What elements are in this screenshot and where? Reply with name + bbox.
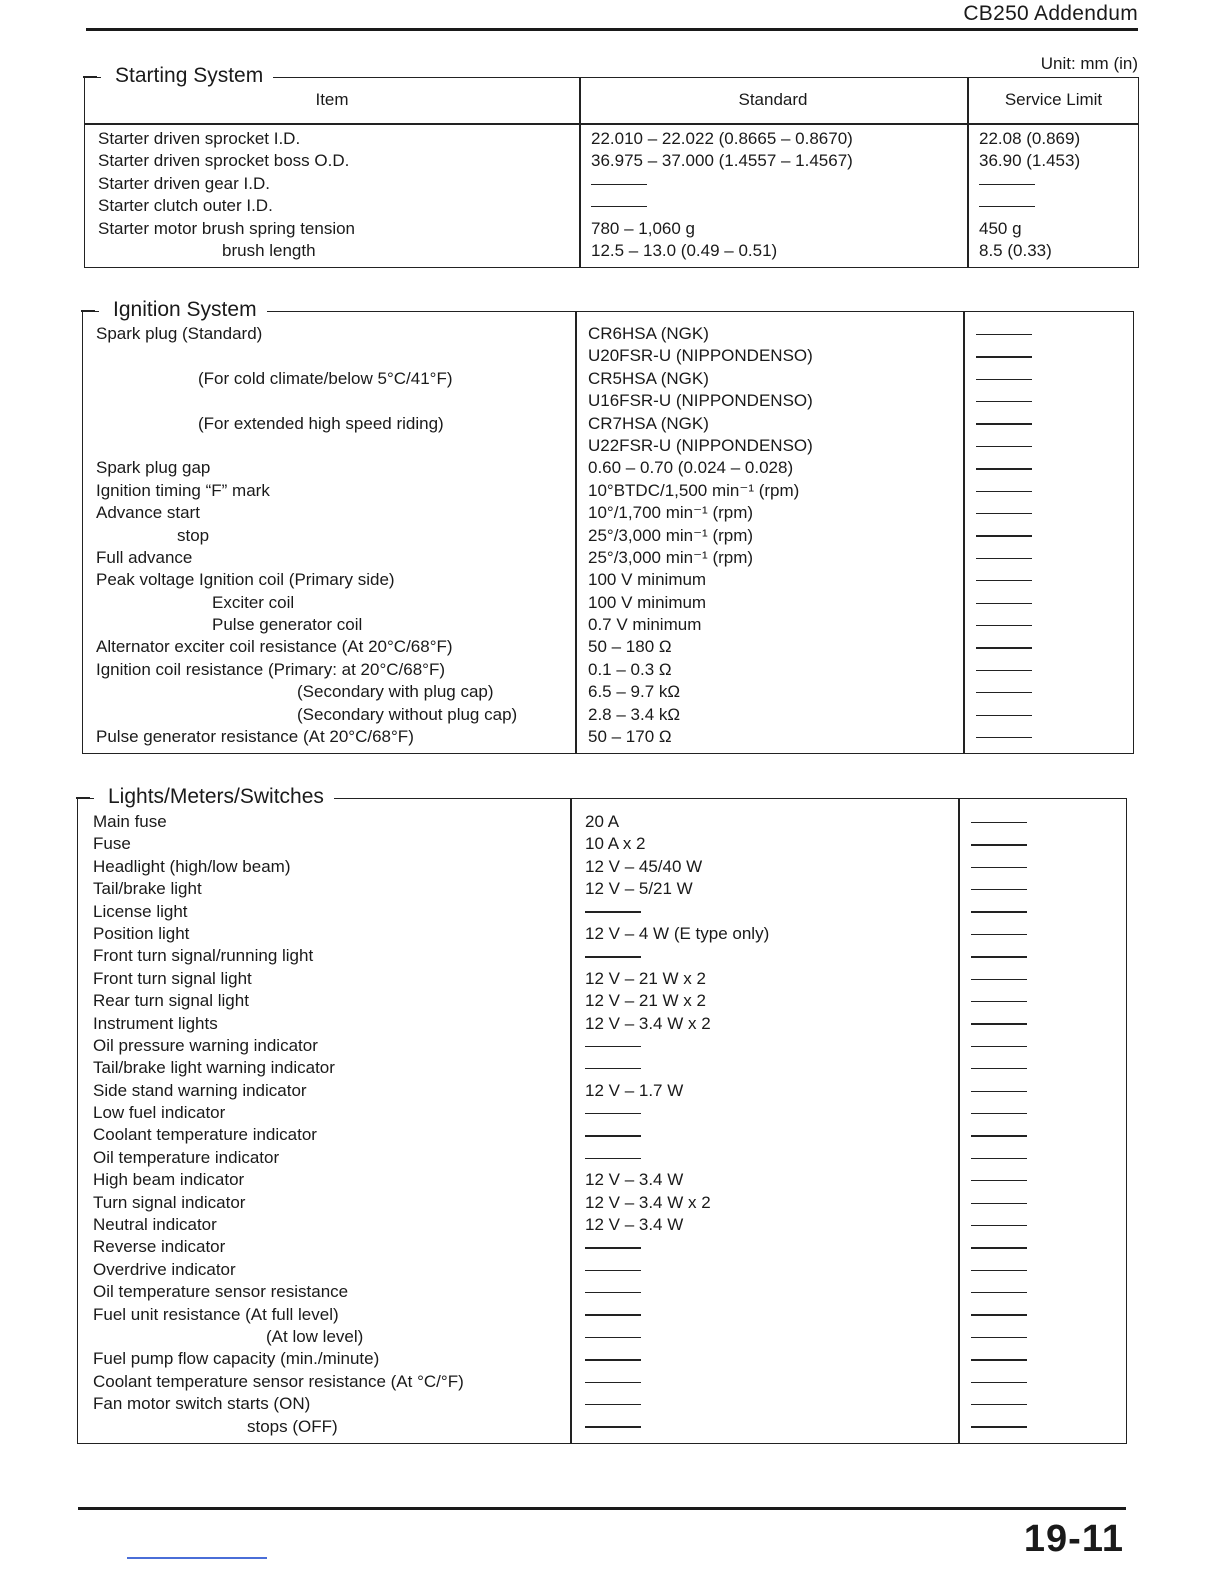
table-row bbox=[78, 1124, 1126, 1146]
table-row bbox=[78, 1169, 1126, 1191]
item-label: Starter motor brush spring tension bbox=[98, 218, 356, 238]
dash-mark bbox=[585, 1382, 641, 1383]
service-limit-empty-dash bbox=[976, 681, 1032, 703]
service-limit-empty-dash bbox=[971, 833, 1027, 855]
standard-empty-dash bbox=[585, 945, 641, 967]
table-row bbox=[83, 726, 1133, 748]
dash-mark bbox=[971, 1091, 1027, 1092]
item-label: stops (OFF) bbox=[247, 1416, 338, 1436]
item-label: Pulse generator resistance (At 20°C/68°F) bbox=[96, 727, 414, 747]
item-label: Starter driven gear I.D. bbox=[98, 173, 270, 193]
item-label: Oil temperature sensor resistance bbox=[93, 1282, 349, 1302]
table-row bbox=[78, 1013, 1126, 1035]
service-limit-empty-dash bbox=[971, 1348, 1027, 1370]
item-label: Peak voltage Ignition coil (Primary side) bbox=[96, 570, 395, 590]
table-row bbox=[78, 811, 1126, 833]
dash-mark bbox=[971, 867, 1027, 868]
standard-empty-dash bbox=[585, 1035, 641, 1057]
table-row bbox=[78, 1393, 1126, 1415]
service-limit-empty-dash bbox=[971, 1013, 1027, 1035]
table-row bbox=[83, 390, 1133, 412]
standard-value: U16FSR-U (NIPPONDENSO) bbox=[588, 391, 813, 411]
service-limit-empty-dash bbox=[971, 1371, 1027, 1393]
dash-mark bbox=[971, 1270, 1027, 1271]
service-limit-empty-dash bbox=[976, 592, 1032, 614]
service-limit-empty-dash bbox=[976, 323, 1032, 345]
standard-value: 0.60 – 0.70 (0.024 – 0.028) bbox=[588, 458, 794, 478]
dash-mark bbox=[585, 956, 641, 957]
standard-value: 10°BTDC/1,500 min⁻¹ (rpm) bbox=[588, 480, 800, 500]
dash-mark bbox=[971, 1292, 1027, 1293]
service-limit-empty-dash bbox=[971, 1259, 1027, 1281]
service-limit-empty-dash bbox=[971, 901, 1027, 923]
standard-empty-dash bbox=[585, 1348, 641, 1370]
item-label: Oil pressure warning indicator bbox=[93, 1035, 318, 1055]
standard-empty-dash bbox=[585, 1147, 641, 1169]
service-limit-empty-dash bbox=[971, 923, 1027, 945]
dash-mark bbox=[971, 1046, 1027, 1047]
standard-value: 36.975 – 37.000 (1.4557 – 1.4567) bbox=[591, 151, 853, 171]
item-label: Neutral indicator bbox=[93, 1215, 217, 1235]
dash-mark bbox=[971, 1001, 1027, 1002]
dash-mark bbox=[585, 1404, 641, 1405]
service-limit-empty-dash bbox=[976, 547, 1032, 569]
item-label: Coolant temperature sensor resistance (At °C/°F) bbox=[93, 1371, 464, 1391]
service-limit-empty-dash bbox=[976, 704, 1032, 726]
service-limit-empty-dash bbox=[971, 1214, 1027, 1236]
table-row bbox=[78, 923, 1126, 945]
item-label: Side stand warning indicator bbox=[93, 1080, 307, 1100]
service-limit-empty-dash bbox=[976, 502, 1032, 524]
table-row bbox=[78, 1102, 1126, 1124]
standard-value: 100 V minimum bbox=[588, 570, 707, 590]
standard-value: CR7HSA (NGK) bbox=[588, 413, 709, 433]
dash-mark bbox=[971, 1023, 1027, 1024]
standard-value: 12 V – 3.4 W x 2 bbox=[585, 1013, 711, 1033]
table-row bbox=[83, 368, 1133, 390]
service-limit-empty-dash bbox=[971, 1192, 1027, 1214]
item-label: Fuel unit resistance (At full level) bbox=[93, 1304, 339, 1324]
starting-rows bbox=[85, 128, 1138, 262]
table-row bbox=[78, 1214, 1126, 1236]
service-limit-empty-dash bbox=[979, 195, 1035, 217]
dash-mark bbox=[585, 1046, 641, 1047]
table-row bbox=[83, 614, 1133, 636]
table-row bbox=[78, 1348, 1126, 1370]
item-label: (For cold climate/below 5°C/41°F) bbox=[198, 368, 453, 388]
dash-mark bbox=[976, 670, 1032, 671]
table-row bbox=[78, 901, 1126, 923]
dash-mark bbox=[976, 334, 1032, 335]
item-label: Turn signal indicator bbox=[93, 1192, 246, 1212]
standard-value: 0.7 V minimum bbox=[588, 615, 702, 635]
table-row bbox=[83, 659, 1133, 681]
standard-empty-dash bbox=[585, 1281, 641, 1303]
standard-value: 100 V minimum bbox=[588, 592, 707, 612]
standard-value: 12 V – 45/40 W bbox=[585, 856, 703, 876]
service-limit-empty-dash bbox=[976, 368, 1032, 390]
standard-empty-dash bbox=[585, 1326, 641, 1348]
item-label: Spark plug gap bbox=[96, 458, 211, 478]
dash-mark bbox=[976, 558, 1032, 559]
standard-empty-dash bbox=[591, 195, 647, 217]
table-row bbox=[83, 413, 1133, 435]
table-row bbox=[83, 435, 1133, 457]
dash-mark bbox=[591, 184, 647, 185]
page-header-title: CB250 Addendum bbox=[963, 2, 1138, 25]
dash-mark bbox=[971, 1359, 1027, 1360]
item-label: Spark plug (Standard) bbox=[96, 324, 263, 343]
dash-mark bbox=[976, 625, 1032, 626]
service-limit-value: 450 g bbox=[979, 218, 1022, 238]
service-limit-empty-dash bbox=[976, 614, 1032, 636]
dash-mark bbox=[971, 1113, 1027, 1114]
standard-value: 12 V – 21 W x 2 bbox=[585, 991, 706, 1011]
standard-value: 12 V – 5/21 W bbox=[585, 879, 693, 899]
unit-note: Unit: mm (in) bbox=[1040, 54, 1138, 73]
item-label: Main fuse bbox=[93, 812, 167, 831]
service-limit-empty-dash bbox=[971, 945, 1027, 967]
standard-value: 2.8 – 3.4 kΩ bbox=[588, 704, 681, 724]
standard-value: 6.5 – 9.7 kΩ bbox=[588, 682, 681, 702]
item-label: High beam indicator bbox=[93, 1170, 245, 1190]
standard-value: 10 A x 2 bbox=[585, 834, 646, 854]
column-header-standard: Standard bbox=[738, 90, 808, 109]
service-limit-empty-dash bbox=[976, 569, 1032, 591]
item-label: Overdrive indicator bbox=[93, 1259, 236, 1279]
standard-value: 12 V – 1.7 W bbox=[585, 1080, 684, 1100]
dash-mark bbox=[585, 1247, 641, 1248]
table-row bbox=[78, 1416, 1126, 1438]
standard-value: U20FSR-U (NIPPONDENSO) bbox=[588, 346, 813, 366]
standard-value: 25°/3,000 min⁻¹ (rpm) bbox=[588, 525, 754, 545]
table-row bbox=[78, 945, 1126, 967]
standard-value: 0.1 – 0.3 Ω bbox=[588, 659, 672, 679]
item-label: License light bbox=[93, 901, 188, 921]
dash-mark bbox=[971, 889, 1027, 890]
item-label: Front turn signal light bbox=[93, 968, 252, 988]
item-label: Exciter coil bbox=[212, 592, 295, 612]
dash-mark bbox=[971, 1337, 1027, 1338]
service-limit-empty-dash bbox=[971, 1416, 1027, 1438]
dash-mark bbox=[976, 423, 1032, 424]
standard-value: 20 A bbox=[585, 812, 620, 831]
table-row bbox=[83, 681, 1133, 703]
table-row bbox=[85, 150, 1138, 172]
service-limit-empty-dash bbox=[976, 457, 1032, 479]
dash-mark bbox=[585, 1314, 641, 1315]
standard-value: CR6HSA (NGK) bbox=[588, 324, 709, 343]
item-label: Fan motor switch starts (ON) bbox=[93, 1394, 311, 1414]
service-limit-empty-dash bbox=[976, 390, 1032, 412]
standard-value: 22.010 – 22.022 (0.8665 – 0.8670) bbox=[591, 129, 853, 148]
table-row bbox=[83, 547, 1133, 569]
table-row bbox=[83, 525, 1133, 547]
table-row bbox=[78, 856, 1126, 878]
dash-mark bbox=[585, 1068, 641, 1069]
dash-mark bbox=[971, 934, 1027, 935]
service-limit-empty-dash bbox=[971, 1281, 1027, 1303]
ignition-rows bbox=[83, 323, 1133, 748]
item-label: (Secondary without plug cap) bbox=[297, 704, 518, 724]
dash-mark bbox=[971, 1135, 1027, 1136]
standard-empty-dash bbox=[585, 1102, 641, 1124]
standard-value: 780 – 1,060 g bbox=[591, 218, 695, 238]
table-row bbox=[78, 1259, 1126, 1281]
item-label: Rear turn signal light bbox=[93, 991, 249, 1011]
item-label: (At low level) bbox=[266, 1326, 364, 1346]
dash-mark bbox=[585, 1426, 641, 1427]
item-label: Starter driven sprocket I.D. bbox=[98, 129, 301, 148]
service-limit-empty-dash bbox=[971, 1057, 1027, 1079]
table-row bbox=[78, 1057, 1126, 1079]
table-row bbox=[83, 323, 1133, 345]
dash-mark bbox=[976, 692, 1032, 693]
service-limit-empty-dash bbox=[979, 173, 1035, 195]
standard-value: 12.5 – 13.0 (0.49 – 0.51) bbox=[591, 240, 778, 260]
table-row bbox=[78, 1035, 1126, 1057]
item-label: Oil temperature indicator bbox=[93, 1147, 280, 1167]
service-limit-empty-dash bbox=[976, 525, 1032, 547]
dash-mark bbox=[976, 513, 1032, 514]
table-row bbox=[83, 480, 1133, 502]
standard-empty-dash bbox=[585, 1124, 641, 1146]
table-row bbox=[85, 240, 1138, 262]
item-label: stop bbox=[177, 525, 210, 545]
ignition-system-table bbox=[82, 298, 1134, 754]
standard-value: CR5HSA (NGK) bbox=[588, 368, 709, 388]
dash-mark bbox=[976, 535, 1032, 536]
footer-rule bbox=[78, 1507, 1126, 1510]
item-label: Full advance bbox=[96, 547, 193, 567]
table-row bbox=[85, 128, 1138, 150]
item-label: Starter driven sprocket boss O.D. bbox=[98, 151, 350, 171]
dash-mark bbox=[976, 446, 1032, 447]
table-row bbox=[83, 636, 1133, 658]
header-rule bbox=[86, 28, 1138, 31]
column-header-item: Item bbox=[315, 90, 349, 109]
table-row bbox=[83, 592, 1133, 614]
lights-rows bbox=[78, 811, 1126, 1438]
item-label: (Secondary with plug cap) bbox=[297, 682, 494, 702]
table-row bbox=[85, 195, 1138, 217]
table-row bbox=[78, 1304, 1126, 1326]
table-row bbox=[83, 457, 1133, 479]
standard-value: 12 V – 3.4 W bbox=[585, 1215, 684, 1235]
dash-mark bbox=[971, 979, 1027, 980]
dash-mark bbox=[585, 1337, 641, 1338]
standard-value: 12 V – 21 W x 2 bbox=[585, 968, 706, 988]
dash-mark bbox=[976, 468, 1032, 469]
ignition-system-title: Ignition System bbox=[99, 296, 267, 324]
item-label: brush length bbox=[222, 240, 316, 260]
table-row bbox=[78, 1326, 1126, 1348]
table-row bbox=[83, 502, 1133, 524]
standard-value: 12 V – 3.4 W bbox=[585, 1170, 684, 1190]
service-limit-empty-dash bbox=[971, 1169, 1027, 1191]
item-label: Front turn signal/running light bbox=[93, 946, 314, 966]
service-limit-empty-dash bbox=[976, 480, 1032, 502]
dash-mark bbox=[585, 1292, 641, 1293]
table-row bbox=[78, 990, 1126, 1012]
table-row bbox=[83, 569, 1133, 591]
item-label: Headlight (high/low beam) bbox=[93, 856, 291, 876]
table-row bbox=[78, 1147, 1126, 1169]
standard-value: 25°/3,000 min⁻¹ (rpm) bbox=[588, 547, 754, 567]
service-limit-empty-dash bbox=[971, 1326, 1027, 1348]
dash-mark bbox=[976, 491, 1032, 492]
dash-mark bbox=[976, 401, 1032, 402]
service-limit-empty-dash bbox=[971, 990, 1027, 1012]
service-limit-empty-dash bbox=[976, 636, 1032, 658]
service-limit-empty-dash bbox=[971, 1102, 1027, 1124]
standard-empty-dash bbox=[585, 1393, 641, 1415]
dash-mark bbox=[971, 1247, 1027, 1248]
service-limit-empty-dash bbox=[976, 345, 1032, 367]
dash-mark bbox=[585, 1113, 641, 1114]
item-label: Position light bbox=[93, 923, 190, 943]
standard-empty-dash bbox=[585, 1057, 641, 1079]
service-limit-empty-dash bbox=[976, 726, 1032, 748]
service-limit-empty-dash bbox=[971, 856, 1027, 878]
service-limit-empty-dash bbox=[971, 1124, 1027, 1146]
dash-mark bbox=[971, 1426, 1027, 1427]
dash-mark bbox=[976, 580, 1032, 581]
table-row bbox=[85, 218, 1138, 240]
dash-mark bbox=[976, 356, 1032, 357]
item-label: Fuse bbox=[93, 834, 131, 854]
service-limit-empty-dash bbox=[971, 1393, 1027, 1415]
standard-empty-dash bbox=[585, 1371, 641, 1393]
dash-mark bbox=[979, 206, 1035, 207]
standard-value: 50 – 170 Ω bbox=[588, 727, 672, 747]
dash-mark bbox=[585, 911, 641, 912]
header-divider bbox=[85, 123, 1138, 125]
lights-meters-switches-table bbox=[77, 785, 1127, 1444]
dash-mark bbox=[979, 184, 1035, 185]
item-label: Coolant temperature indicator bbox=[93, 1125, 317, 1145]
dash-mark bbox=[971, 1068, 1027, 1069]
dash-mark bbox=[971, 844, 1027, 845]
column-header-service-limit: Service Limit bbox=[1004, 90, 1103, 109]
service-limit-empty-dash bbox=[971, 968, 1027, 990]
dash-mark bbox=[971, 1314, 1027, 1315]
dash-mark bbox=[971, 1382, 1027, 1383]
dash-mark bbox=[591, 206, 647, 207]
dash-mark bbox=[971, 1225, 1027, 1226]
starting-system-table bbox=[84, 64, 1139, 268]
table-row bbox=[85, 173, 1138, 195]
service-limit-empty-dash bbox=[971, 811, 1027, 833]
dash-mark bbox=[971, 1180, 1027, 1181]
dash-mark bbox=[976, 379, 1032, 380]
dash-mark bbox=[585, 1158, 641, 1159]
dash-mark bbox=[976, 647, 1032, 648]
service-limit-empty-dash bbox=[971, 1304, 1027, 1326]
service-limit-empty-dash bbox=[971, 1236, 1027, 1258]
service-limit-empty-dash bbox=[976, 659, 1032, 681]
dash-mark bbox=[585, 1359, 641, 1360]
table-row bbox=[83, 704, 1133, 726]
item-label: Reverse indicator bbox=[93, 1237, 226, 1257]
standard-empty-dash bbox=[585, 1259, 641, 1281]
table-row bbox=[78, 1371, 1126, 1393]
starting-system-title: Starting System bbox=[101, 62, 273, 90]
dash-mark bbox=[585, 1135, 641, 1136]
item-label: Alternator exciter coil resistance (At 20°C/68°F) bbox=[96, 637, 453, 657]
item-label: (For extended high speed riding) bbox=[198, 413, 444, 433]
item-label: Instrument lights bbox=[93, 1013, 218, 1033]
standard-value: U22FSR-U (NIPPONDENSO) bbox=[588, 435, 813, 455]
dash-mark bbox=[971, 822, 1027, 823]
service-limit-empty-dash bbox=[976, 435, 1032, 457]
dash-mark bbox=[585, 1270, 641, 1271]
table-row bbox=[83, 345, 1133, 367]
table-row bbox=[78, 1236, 1126, 1258]
table-row bbox=[78, 1080, 1126, 1102]
dash-mark bbox=[971, 1404, 1027, 1405]
service-limit-empty-dash bbox=[971, 1035, 1027, 1057]
item-label: Advance start bbox=[96, 503, 200, 523]
standard-empty-dash bbox=[585, 1236, 641, 1258]
dash-mark bbox=[976, 603, 1032, 604]
standard-empty-dash bbox=[591, 173, 647, 195]
dash-mark bbox=[971, 956, 1027, 957]
item-label: Starter clutch outer I.D. bbox=[98, 196, 273, 216]
standard-value: 10°/1,700 min⁻¹ (rpm) bbox=[588, 503, 754, 523]
table-row bbox=[78, 878, 1126, 900]
item-label: Pulse generator coil bbox=[212, 615, 363, 635]
service-limit-value: 22.08 (0.869) bbox=[979, 129, 1081, 148]
service-limit-empty-dash bbox=[971, 1147, 1027, 1169]
table-row bbox=[78, 833, 1126, 855]
standard-value: 12 V – 3.4 W x 2 bbox=[585, 1192, 711, 1212]
standard-empty-dash bbox=[585, 1416, 641, 1438]
service-limit-empty-dash bbox=[971, 1080, 1027, 1102]
item-label: Tail/brake light warning indicator bbox=[93, 1058, 335, 1078]
dash-mark bbox=[971, 1203, 1027, 1204]
standard-value: 12 V – 4 W (E type only) bbox=[585, 923, 770, 943]
item-label: Ignition coil resistance (Primary: at 20°C/68°F) bbox=[96, 659, 445, 679]
item-label: Ignition timing “F” mark bbox=[96, 480, 270, 500]
service-limit-empty-dash bbox=[976, 413, 1032, 435]
table-row bbox=[78, 968, 1126, 990]
table-row bbox=[78, 1281, 1126, 1303]
standard-empty-dash bbox=[585, 901, 641, 923]
standard-empty-dash bbox=[585, 1304, 641, 1326]
dash-mark bbox=[971, 1158, 1027, 1159]
item-label: Fuel pump flow capacity (min./minute) bbox=[93, 1349, 380, 1369]
service-limit-empty-dash bbox=[971, 878, 1027, 900]
item-label: Low fuel indicator bbox=[93, 1103, 226, 1123]
page-number: 19-11 bbox=[1023, 1518, 1124, 1560]
table-row bbox=[78, 1192, 1126, 1214]
service-limit-value: 8.5 (0.33) bbox=[979, 240, 1052, 260]
service-limit-value: 36.90 (1.453) bbox=[979, 151, 1081, 171]
dash-mark bbox=[976, 715, 1032, 716]
lights-meters-switches-title: Lights/Meters/Switches bbox=[94, 783, 334, 811]
margin-mark bbox=[127, 1557, 267, 1559]
item-label: Tail/brake light bbox=[93, 879, 202, 899]
dash-mark bbox=[971, 911, 1027, 912]
standard-value: 50 – 180 Ω bbox=[588, 637, 672, 657]
dash-mark bbox=[976, 737, 1032, 738]
